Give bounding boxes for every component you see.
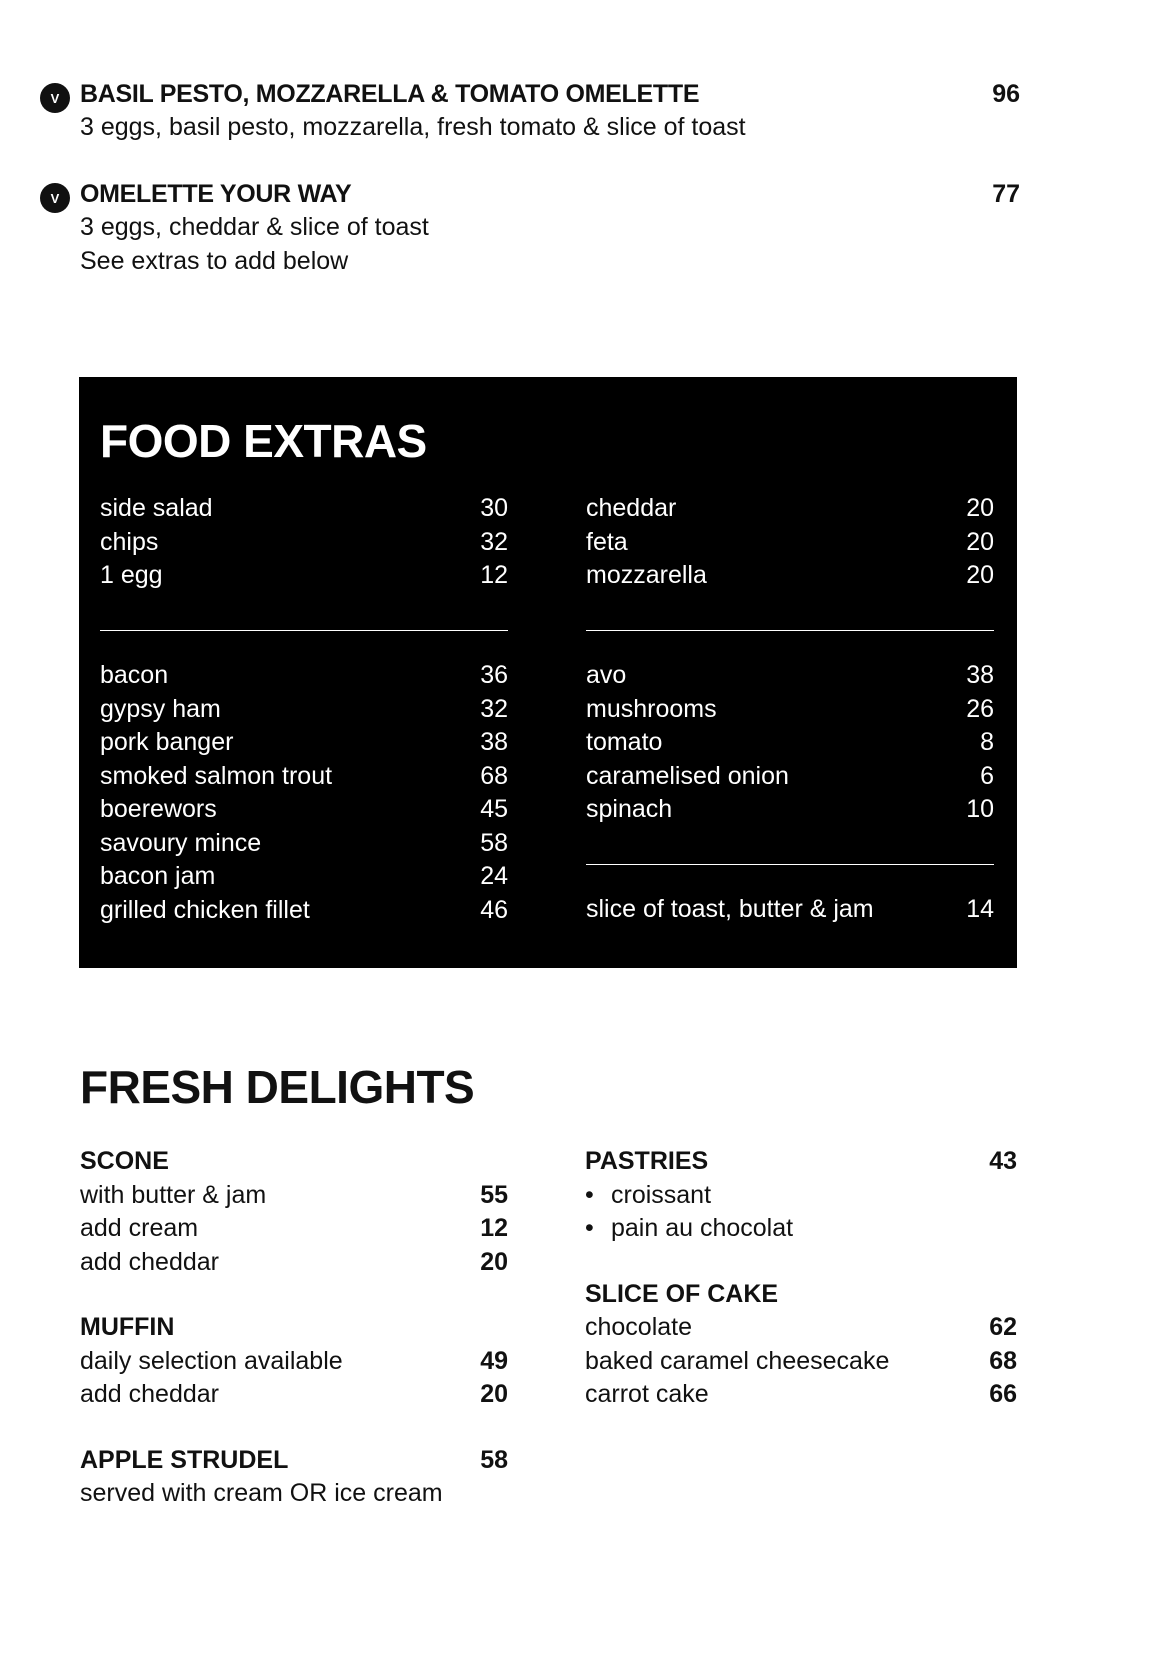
- list-item: cheddar 20: [586, 494, 994, 522]
- vegetarian-badge-icon: V: [40, 183, 70, 213]
- list-item: chips 32: [100, 527, 508, 556]
- list-item: bacon jam 24: [100, 862, 508, 890]
- list-item: slice of toast, butter & jam 14: [586, 895, 994, 923]
- dish-name: OMELETTE YOUR WAY: [80, 180, 352, 208]
- list-item: bacon 36: [100, 661, 508, 689]
- list-item: 1 egg 12: [100, 561, 508, 589]
- list-item: caramelised onion 6: [586, 761, 994, 790]
- list-item: daily selection available 49: [80, 1346, 508, 1375]
- section-heading-pastries: PASTRIES 43: [585, 1147, 1017, 1175]
- list-item: pork banger 38: [100, 728, 508, 756]
- dish-name: BASIL PESTO, MOZZARELLA & TOMATO OMELETTE: [80, 80, 700, 108]
- list-item: feta 20: [586, 527, 994, 556]
- list-item: savoury mince 58: [100, 828, 508, 857]
- fresh-delights-left-column: [80, 1147, 508, 1513]
- food-extras-panel: [79, 377, 1017, 968]
- dish-description: 3 eggs, cheddar & slice of toast: [80, 213, 429, 241]
- list-item: tomato 8: [586, 728, 994, 756]
- fresh-delights-title: FRESH DELIGHTS: [80, 1061, 475, 1113]
- section-heading-muffin: MUFFIN: [80, 1313, 175, 1341]
- list-item: side salad 30: [100, 494, 508, 522]
- dish-description: 3 eggs, basil pesto, mozzarella, fresh tomato & slice of toast: [80, 113, 746, 141]
- divider: [586, 630, 994, 631]
- list-item: spinach 10: [586, 795, 994, 823]
- list-item: with butter & jam 55: [80, 1180, 508, 1209]
- dish-description-note: See extras to add below: [80, 247, 349, 275]
- vegetarian-badge-icon: V: [40, 83, 70, 113]
- section-heading-scone: SCONE: [80, 1147, 169, 1175]
- divider: [586, 864, 994, 865]
- list-item: baked caramel cheesecake 68: [585, 1346, 1017, 1375]
- list-item: add cheddar 20: [80, 1247, 508, 1276]
- list-item: grilled chicken fillet 46: [100, 895, 508, 924]
- fresh-delights-right-column: [585, 1147, 1017, 1414]
- section-heading-apple-strudel: APPLE STRUDEL 58: [80, 1445, 508, 1474]
- list-item: • pain au chocolat: [585, 1214, 794, 1242]
- extras-list-sides: [100, 494, 508, 595]
- extras-list-toast: [586, 895, 994, 929]
- menu-item-omelette-your-way: [40, 180, 1020, 280]
- list-item: served with cream OR ice cream: [80, 1479, 443, 1507]
- dish-price: 96: [992, 80, 1020, 108]
- list-item: smoked salmon trout 68: [100, 761, 508, 790]
- food-extras-title: FOOD EXTRAS: [100, 415, 427, 467]
- list-item: avo 38: [586, 661, 994, 689]
- extras-list-veg: [586, 661, 994, 829]
- list-item: mushrooms 26: [586, 694, 994, 723]
- list-item: boerewors 45: [100, 795, 508, 823]
- extras-list-meats: [100, 661, 508, 929]
- list-item: carrot cake 66: [585, 1380, 1017, 1408]
- list-item: • croissant: [585, 1180, 712, 1209]
- section-heading-slice-of-cake: SLICE OF CAKE: [585, 1279, 779, 1308]
- list-item: mozzarella 20: [586, 561, 994, 589]
- menu-item-basil-pesto-omelette: [40, 80, 1020, 150]
- list-item: add cheddar 20: [80, 1380, 508, 1408]
- extras-list-cheese: [586, 494, 994, 595]
- bullet-icon: •: [585, 1180, 594, 1209]
- list-item: gypsy ham 32: [100, 694, 508, 723]
- dish-price: 77: [992, 180, 1020, 208]
- divider: [100, 630, 508, 631]
- list-item: chocolate 62: [585, 1313, 1017, 1341]
- list-item: add cream 12: [80, 1214, 508, 1242]
- bullet-icon: •: [585, 1214, 594, 1242]
